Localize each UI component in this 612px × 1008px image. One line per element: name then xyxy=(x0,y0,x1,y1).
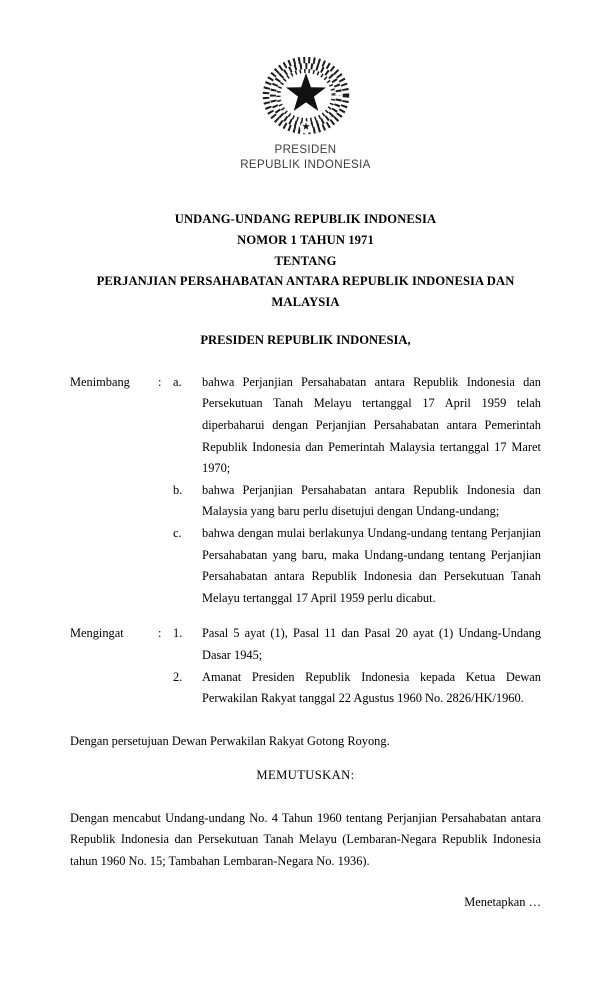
title-line-law: UNDANG-UNDANG REPUBLIK INDONESIA xyxy=(174,212,437,226)
approval-line: Dengan persetujuan Dewan Perwakilan Rakyat Gotong Royong. xyxy=(70,733,390,748)
considering-section xyxy=(70,372,541,610)
title-line-subject: PERJANJIAN PERSAHABATAN ANTARA REPUBLIK INDONESIA DAN MALAYSIA xyxy=(96,274,515,310)
document-title-block xyxy=(70,209,541,313)
item-marker: 2. xyxy=(173,669,183,684)
considering-item-a xyxy=(173,372,541,480)
salutation: PRESIDEN REPUBLIK INDONESIA, xyxy=(200,332,411,347)
considering-label: Menimbang xyxy=(70,374,130,389)
item-marker: c. xyxy=(173,525,182,540)
considering-item-b xyxy=(173,480,541,523)
recalling-label: Mengingat xyxy=(70,626,124,641)
title-line-number: NOMOR 1 TAHUN 1971 xyxy=(237,232,374,247)
title-line-tentang: TENTANG xyxy=(274,253,337,268)
letterhead-org-name xyxy=(70,143,541,173)
catchword-menetapkan: Menetapkan … xyxy=(464,894,541,909)
presidential-seal-icon xyxy=(260,57,352,138)
item-marker: 1. xyxy=(173,626,183,641)
revocation-paragraph: Dengan mencabut Undang-undang No. 4 Tahun 1960 tentang Perjanjian Persahabatan antara Republik Indonesia dan Persekutuan Tanah Melayu (Lembaran-Negara Republik Indonesia tahun 1960 No. 15; Tambahan Lembaran-Negara No. 1936). xyxy=(70,810,541,869)
letterhead-line-presiden: PRESIDEN xyxy=(274,144,337,156)
recalling-items xyxy=(173,623,541,709)
recalling-section xyxy=(70,623,541,709)
letterhead-line-republik-indonesia: REPUBLIK INDONESIA xyxy=(240,159,371,171)
item-text: Amanat Presiden Republik Indonesia kepada Ketua Dewan Perwakilan Rakyat tanggal 22 Agustus 1960 No. 2826/HK/1960. xyxy=(202,669,541,706)
considering-items xyxy=(173,372,541,610)
item-text: bahwa Perjanjian Persahabatan antara Republik Indonesia dan Malaysia yang baru perlu disetujui dengan Undang-undang; xyxy=(202,482,541,519)
considering-separator: : xyxy=(158,374,162,389)
item-marker: a. xyxy=(173,374,182,389)
item-text: bahwa dengan mulai berlakunya Undang-undang tentang Perjanjian Persahabatan yang baru, maka Undang-undang tentang Perjanjian Persahabatan antara Republik Indonesia dan Persekutuan Tanah Melayu tertanggal 17 April 1959 perlu dicabut. xyxy=(202,525,541,605)
considering-item-c xyxy=(173,523,541,609)
item-text: Pasal 5 ayat (1), Pasal 11 dan Pasal 20 ayat (1) Undang-Undang Dasar 1945; xyxy=(202,626,541,662)
recalling-item-2 xyxy=(173,667,541,710)
recalling-separator: : xyxy=(158,626,162,641)
star-icon xyxy=(286,73,326,111)
item-text: bahwa Perjanjian Persahabatan antara Republik Indonesia dan Persekutuan Tanah Melayu tertanggal 17 April 1959 telah diperbaharui dengan Perjanjian Persahabatan antara Pemerintah Republik Indonesia dan Pemerintah Malaysia tertanggal 17 Maret 1970; xyxy=(202,374,541,476)
recalling-item-1 xyxy=(173,623,541,666)
decision-heading: MEMUTUSKAN: xyxy=(256,768,355,783)
item-marker: b. xyxy=(173,482,183,497)
